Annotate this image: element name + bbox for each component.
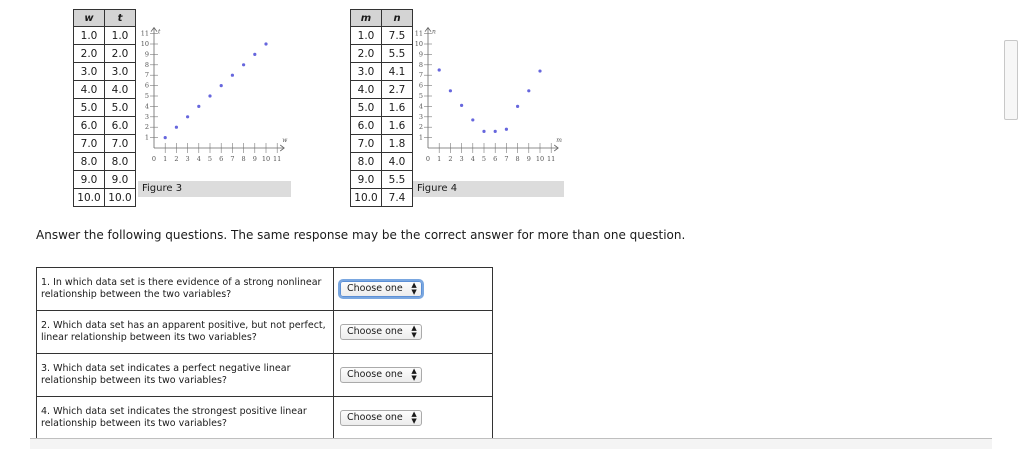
table-cell: 7.0 (74, 135, 105, 153)
question-row (37, 354, 493, 397)
x-tick-label: 5 (207, 155, 213, 163)
table-cell: 3.0 (74, 63, 105, 81)
figure3-data-table (73, 9, 136, 207)
horizontal-scrollbar[interactable] (30, 438, 992, 449)
table-cell: 1.6 (382, 99, 413, 117)
x-tick-label: 9 (526, 155, 531, 163)
select-value: Choose one (347, 412, 403, 423)
table-cell: 8.0 (351, 153, 382, 171)
figure4-data-table (350, 9, 413, 207)
select-arrows-icon: ▲ ▼ (411, 324, 417, 339)
table-cell: 2.0 (351, 45, 382, 63)
y-tick-label: 7 (144, 71, 149, 80)
y-tick-label: 8 (144, 60, 149, 69)
x-tick-label: 11 (547, 155, 556, 163)
table-row (74, 27, 136, 45)
figure3-scatter-plot (140, 24, 295, 180)
table-cell: 1.0 (351, 27, 382, 45)
x-tick-label: 3 (185, 155, 190, 163)
question-text: 1. In which data set is there evidence of a strong nonlinear relationship between the two variables? (37, 268, 334, 311)
data-point (438, 68, 441, 71)
y-tick-label: 5 (144, 92, 149, 100)
x-axis-label: m (556, 137, 562, 144)
figure4-scatter-plot (414, 24, 574, 180)
x-tick-label: 11 (273, 155, 282, 163)
x-tick-label: 7 (230, 155, 235, 163)
data-point (460, 104, 463, 107)
table-cell: 4.0 (382, 153, 413, 171)
table-cell: 10.0 (74, 189, 105, 207)
y-tick-label: 3 (418, 112, 423, 121)
y-axis-label: n (432, 28, 436, 36)
table-cell: 10.0 (351, 189, 382, 207)
y-tick-label: 1 (418, 133, 423, 142)
answer-select-2[interactable] (340, 324, 422, 340)
data-point (220, 84, 223, 87)
x-tick-label: 0 (151, 155, 157, 163)
select-arrows-icon: ▲ ▼ (411, 367, 417, 382)
x-tick-label: 6 (219, 155, 224, 163)
data-point (164, 136, 167, 139)
table-row (351, 81, 413, 99)
column-header-w: w (74, 10, 105, 27)
select-value: Choose one (347, 326, 403, 337)
instruction-text: Answer the following questions. The same response may be the correct answer for more than one question. (36, 228, 686, 242)
data-point (186, 115, 189, 118)
question-row (37, 268, 493, 311)
answer-select-4[interactable] (340, 410, 422, 426)
table-cell: 6.0 (74, 117, 105, 135)
x-tick-label: 2 (174, 155, 179, 163)
table-row (74, 99, 136, 117)
x-tick-label: 10 (535, 155, 545, 163)
vertical-scrollbar[interactable] (1004, 40, 1018, 120)
table-row (351, 99, 413, 117)
table-cell: 2.7 (382, 81, 413, 99)
y-tick-label: 6 (418, 81, 423, 90)
x-tick-label: 4 (196, 155, 201, 163)
y-tick-label: 11 (140, 29, 149, 38)
y-tick-label: 3 (144, 112, 149, 121)
x-tick-label: 10 (261, 155, 271, 163)
table-row (351, 153, 413, 171)
data-point (494, 130, 497, 133)
data-point (482, 130, 485, 133)
y-tick-label: 8 (418, 60, 423, 69)
x-tick-label: 1 (437, 155, 442, 163)
table-cell: 7.4 (382, 189, 413, 207)
figure3-label: Figure 3 (138, 181, 291, 197)
question-row (37, 397, 493, 440)
table-cell: 6.0 (105, 117, 136, 135)
table-cell: 7.0 (105, 135, 136, 153)
table-cell: 8.0 (74, 153, 105, 171)
table-row (351, 117, 413, 135)
data-point (242, 63, 245, 66)
question-text: 4. Which data set indicates the strongest positive linear relationship between its two variables? (37, 397, 334, 440)
y-tick-label: 10 (140, 40, 149, 48)
table-cell: 7.0 (351, 135, 382, 153)
y-tick-label: 2 (418, 123, 423, 132)
data-point (505, 128, 508, 131)
figure4-label: Figure 4 (413, 181, 564, 197)
x-tick-label: 7 (504, 155, 509, 163)
table-cell: 4.1 (382, 63, 413, 81)
table-cell: 6.0 (351, 117, 382, 135)
table-cell: 4.0 (105, 81, 136, 99)
column-header-n: n (382, 10, 413, 27)
y-tick-label: 5 (418, 92, 423, 100)
table-row (351, 171, 413, 189)
y-tick-label: 11 (414, 29, 423, 38)
y-tick-label: 1 (144, 133, 149, 142)
table-row (351, 45, 413, 63)
data-point (449, 89, 452, 92)
select-value: Choose one (347, 369, 403, 380)
x-tick-label: 2 (448, 155, 453, 163)
x-tick-label: 3 (459, 155, 464, 163)
table-cell: 1.0 (105, 27, 136, 45)
table-cell: 2.0 (74, 45, 105, 63)
table-cell: 1.8 (382, 135, 413, 153)
table-cell: 5.5 (382, 171, 413, 189)
table-cell: 1.6 (382, 117, 413, 135)
data-point (264, 42, 267, 45)
table-cell: 2.0 (105, 45, 136, 63)
column-header-m: m (351, 10, 382, 27)
table-row (74, 45, 136, 63)
y-tick-label: 7 (418, 71, 423, 80)
table-row (74, 117, 136, 135)
table-cell: 9.0 (74, 171, 105, 189)
table-cell: 5.5 (382, 45, 413, 63)
table-cell: 9.0 (105, 171, 136, 189)
x-tick-label: 5 (481, 155, 487, 163)
answer-select-3[interactable] (340, 367, 422, 383)
data-point (175, 126, 178, 129)
table-cell: 4.0 (351, 81, 382, 99)
x-tick-label: 6 (493, 155, 498, 163)
x-tick-label: 4 (470, 155, 475, 163)
table-row (74, 153, 136, 171)
answer-select-1[interactable] (340, 281, 422, 297)
y-tick-label: 4 (418, 102, 423, 111)
table-cell: 5.0 (74, 99, 105, 117)
select-arrows-icon: ▲ ▼ (411, 410, 417, 425)
table-cell: 1.0 (74, 27, 105, 45)
x-tick-label: 8 (515, 155, 520, 163)
data-point (231, 74, 234, 77)
data-point (527, 89, 530, 92)
table-cell: 9.0 (351, 171, 382, 189)
table-row (74, 135, 136, 153)
select-value: Choose one (347, 283, 403, 294)
data-point (208, 94, 211, 97)
table-cell: 7.5 (382, 27, 413, 45)
table-cell: 4.0 (74, 81, 105, 99)
data-point (253, 53, 256, 56)
y-tick-label: 6 (144, 81, 149, 90)
table-cell: 5.0 (105, 99, 136, 117)
select-arrows-icon: ▲ ▼ (411, 281, 417, 296)
x-tick-label: 9 (252, 155, 257, 163)
x-tick-label: 0 (425, 155, 431, 163)
x-tick-label: 1 (163, 155, 168, 163)
data-point (538, 69, 541, 72)
table-row (351, 135, 413, 153)
question-text: 3. Which data set indicates a perfect negative linear relationship between its two variables? (37, 354, 334, 397)
y-tick-label: 2 (144, 123, 149, 132)
table-row (74, 171, 136, 189)
x-axis-label: w (282, 137, 288, 144)
table-cell: 3.0 (351, 63, 382, 81)
y-tick-label: 4 (144, 102, 149, 111)
data-point (516, 105, 519, 108)
table-row (351, 63, 413, 81)
data-point (471, 118, 474, 121)
data-point (197, 105, 200, 108)
table-row (351, 27, 413, 45)
table-cell: 3.0 (105, 63, 136, 81)
y-axis-label: t (158, 28, 161, 36)
table-row (74, 81, 136, 99)
y-tick-label: 9 (144, 50, 149, 59)
question-text: 2. Which data set has an apparent positive, but not perfect, linear relationship between its two variables? (37, 311, 334, 354)
table-row (74, 189, 136, 207)
table-cell: 10.0 (105, 189, 136, 207)
column-header-t: t (105, 10, 136, 27)
y-tick-label: 10 (414, 40, 423, 48)
y-tick-label: 9 (418, 50, 423, 59)
table-cell: 8.0 (105, 153, 136, 171)
table-row (351, 189, 413, 207)
questions-table (36, 267, 493, 440)
table-row (74, 63, 136, 81)
question-row (37, 311, 493, 354)
table-cell: 5.0 (351, 99, 382, 117)
x-tick-label: 8 (241, 155, 246, 163)
